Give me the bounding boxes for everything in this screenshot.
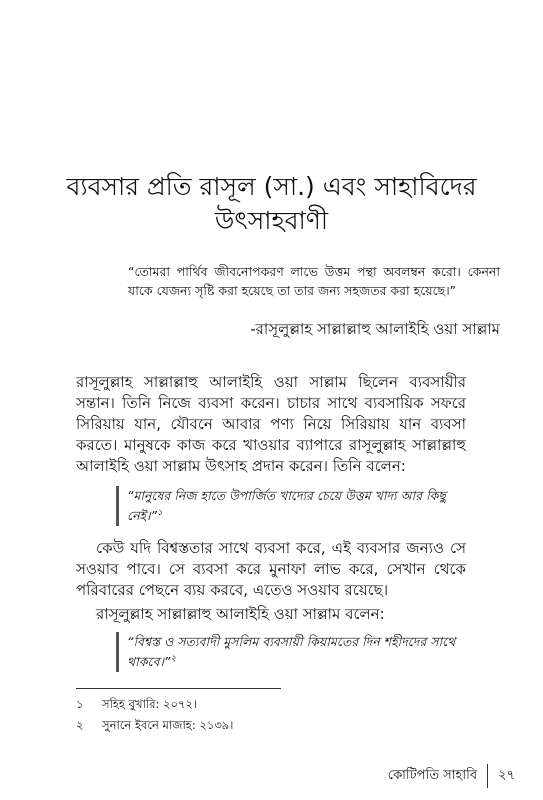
- epigraph-attribution: -রাসূলুল্লাহ সাল্লাল্লাহু আলাইহি ওয়া সাল্লাম: [250, 320, 500, 338]
- footnote-number: ২: [76, 718, 84, 732]
- footnote-text: সুনানে ইবনে মাজাহ: ২১৩৯।: [102, 718, 234, 732]
- footnote-ref-1: ১: [156, 507, 163, 518]
- hadith-quote-2: [116, 632, 477, 672]
- footnotes: [76, 694, 376, 736]
- body-paragraph-3: রাসূলুল্লাহ সাল্লাল্লাহু আলাইহি ওয়া সাল্লাম বলেন:: [96, 605, 385, 623]
- chapter-title-line-2: উৎসাহবাণী: [214, 206, 329, 235]
- footnote-item: [76, 694, 376, 715]
- running-book-title: কোটিপতি সাহাবি: [387, 768, 478, 783]
- page-number: ২৭: [498, 768, 515, 783]
- footnote-divider: [76, 688, 281, 689]
- chapter-title: [60, 170, 483, 238]
- footnote-item: [76, 715, 376, 736]
- hadith-quote-1-text: “মানুষের নিজ হাতে উপার্জিত খাদ্যের চেয়ে উত্তম খাদ্য আর কিছু নেই।”: [127, 488, 446, 523]
- body-paragraph-2: কেউ যদি বিশ্বস্ততার সাথে ব্যবসা করে, এই ব্যবসার জন্যও সে সওয়াব পাবে। সে ব্যবসা করে মুনাফা লাভ করে, সেখান থেকে পরিবারের পেছনে ব্যয় করবে, এতেও সওয়াব রয়েছে।: [76, 539, 466, 599]
- hadith-quote-2-text: “বিশ্বস্ত ও সত্যবাদী মুসলিম ব্যবসায়ী কিয়ামতের দিন শহীদদের সাথে থাকবে।”: [127, 634, 456, 669]
- footnote-ref-2: ২: [170, 653, 177, 664]
- page-footer: [388, 764, 515, 788]
- epigraph-quote: “তোমরা পার্থিব জীবনোপকরণ লাভে উত্তম পন্থা অবলম্বন করো। কেননা যাকে যেজন্য সৃষ্টি করা হয়েছে তা তার জন্য সহজতর করা হয়েছে।”: [128, 264, 500, 298]
- body-paragraph-1: রাসূলুল্লাহ সাল্লাল্লাহু আলাইহি ওয়া সাল্লাম ছিলেন ব্যবসায়ীর সন্তান। তিনি নিজে ব্যবসা করেন। চাচার সাথে ব্যবসায়িক সফরে সিরিয়ায় যান, যৌবনে আবার পণ্য নিয়ে সিরিয়ায় যান ব্যবসা করতে। মানুষকে কাজ করে খাওয়ার ব্যাপারে রাসূলুল্লাহ সাল্লাল্লাহু আলাইহি ওয়া সাল্লাম উৎসাহ প্রদান করেন। তিনি বলেন:: [76, 373, 466, 475]
- footnote-text: সহিহ বুখারি: ২০৭২।: [102, 697, 198, 711]
- chapter-title-line-1: ব্যবসার প্রতি রাসূল (সা.) এবং সাহাবিদের: [66, 172, 477, 201]
- hadith-quote-1: [116, 486, 477, 526]
- footnote-number: ১: [76, 697, 84, 711]
- footer-separator: [487, 764, 488, 788]
